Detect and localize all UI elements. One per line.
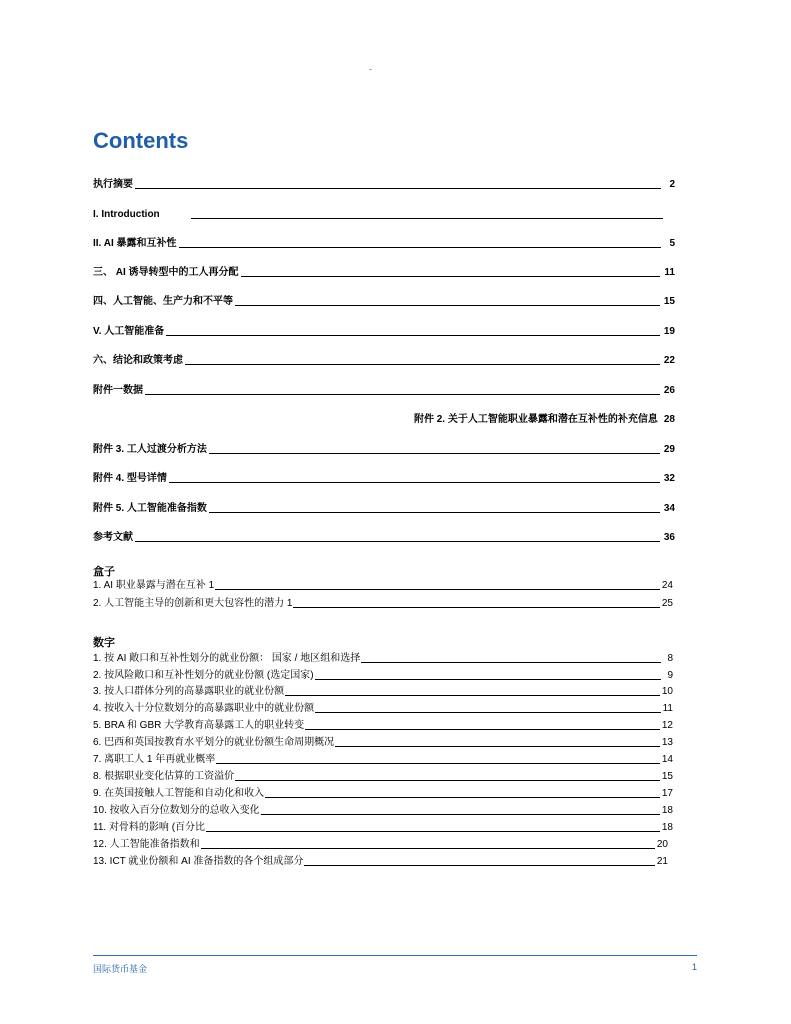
toc-leader [209, 512, 660, 513]
figure-entry[interactable] [93, 837, 668, 851]
toc-page: 22 [663, 355, 675, 366]
toc-leader [169, 482, 660, 483]
figure-leader [206, 831, 660, 832]
toc-page: 26 [663, 385, 675, 396]
figure-page: 11 [662, 703, 673, 714]
toc-entry[interactable] [93, 410, 675, 426]
footer-publisher: 国际货币基金 [93, 964, 148, 974]
toc-label: 附件 5. 人工智能准备指数 [93, 503, 207, 514]
box-page: 24 [661, 580, 673, 591]
figure-label: 4. 按收入十分位数划分的高暴露职业中的就业份额 [93, 703, 315, 714]
figure-leader [216, 763, 660, 764]
toc-page: 36 [663, 532, 675, 543]
box-entry[interactable] [93, 596, 673, 610]
toc-entry[interactable] [93, 351, 675, 367]
footer-page-number: 1 [692, 962, 698, 972]
figure-leader [235, 780, 660, 781]
toc-entry[interactable] [93, 205, 675, 221]
figure-leader [285, 695, 660, 696]
figure-entry[interactable] [93, 651, 673, 665]
figure-leader [361, 662, 661, 663]
toc-label: 四、人工智能、生产力和不平等 [93, 296, 233, 307]
figure-label: 2. 按风险敞口和互补性划分的就业份额 (选定国家) [93, 670, 314, 681]
toc-leader [145, 394, 660, 395]
toc-page: 5 [669, 238, 675, 249]
figure-label: 9. 在英国接触人工智能和自动化和收入 [93, 788, 265, 799]
figure-leader [304, 865, 654, 866]
figure-label: 12. 人工智能准备指数和 [93, 839, 200, 850]
header-mark: - [369, 64, 372, 74]
toc-leader [135, 541, 660, 542]
figure-page: 9 [667, 670, 673, 681]
toc-entry[interactable] [93, 381, 675, 397]
figure-label: 7. 离职工人 1 年再就业概率 [93, 754, 216, 765]
toc-page: 15 [663, 296, 675, 307]
toc-entry[interactable] [93, 440, 675, 456]
toc-entry[interactable] [93, 175, 675, 191]
toc-page: 11 [664, 267, 675, 278]
toc-leader [241, 276, 661, 277]
figure-label: 1. 按 AI 敞口和互补性划分的就业份额： 国家 / 地区组和选择 [93, 653, 361, 664]
figure-label: 13. ICT 就业份额和 AI 准备指数的各个组成部分 [93, 856, 304, 867]
toc-entry[interactable] [93, 499, 675, 515]
toc-leader [191, 218, 663, 219]
figure-entry[interactable] [93, 668, 673, 682]
box-entry[interactable] [93, 578, 673, 592]
toc-label: 三、 AI 诱导转型中的工人再分配 [93, 267, 239, 278]
toc-entry[interactable] [93, 292, 675, 308]
footer-rule [93, 955, 697, 956]
figure-leader [305, 729, 660, 730]
figure-page: 13 [661, 737, 673, 748]
figure-label: 5. BRA 和 GBR 大学教育高暴露工人的职业转变 [93, 720, 305, 731]
figure-label: 6. 巴西和英国按教育水平划分的就业份额生命周期概况 [93, 737, 335, 748]
figure-page: 21 [656, 856, 668, 867]
page-title: Contents [93, 128, 189, 153]
figure-label: 11. 对骨料的影响 (百分比 [93, 822, 206, 833]
toc-label: 参考文献 [93, 532, 133, 543]
toc-label: II. AI 暴露和互补性 [93, 238, 177, 249]
toc-label: V. 人工智能准备 [93, 326, 165, 337]
figure-label: 10. 按收入百分位数划分的总收入变化 [93, 805, 260, 816]
figure-page: 12 [661, 720, 673, 731]
figure-page: 14 [661, 754, 673, 765]
toc-leader [135, 188, 661, 189]
figure-leader [315, 679, 661, 680]
figure-entry[interactable] [93, 820, 673, 834]
toc-entry[interactable] [93, 528, 675, 544]
toc-leader [179, 247, 661, 248]
figures-heading: 数字 [93, 637, 115, 649]
figure-label: 3. 按人口群体分列的高暴露职业的就业份额 [93, 686, 285, 697]
box-leader [215, 589, 660, 590]
box-page: 25 [661, 598, 673, 609]
toc-leader [166, 335, 660, 336]
figure-page: 20 [656, 839, 668, 850]
figure-entry[interactable] [93, 684, 673, 698]
box-label: 1. AI 职业暴露与潜在互补 1 [93, 580, 215, 591]
figure-leader [315, 712, 660, 713]
figure-leader [335, 746, 660, 747]
figure-entry[interactable] [93, 786, 673, 800]
toc-page: 34 [663, 503, 675, 514]
toc-entry[interactable] [93, 469, 675, 485]
figure-leader [261, 814, 660, 815]
figure-page: 18 [661, 822, 673, 833]
figure-label: 8. 根据职业变化估算的工资溢价 [93, 771, 235, 782]
figure-page: 18 [661, 805, 673, 816]
figure-entry[interactable] [93, 735, 673, 749]
figure-page: 10 [661, 686, 673, 697]
figure-leader [265, 797, 660, 798]
figure-entry[interactable] [93, 854, 668, 868]
toc-page: 19 [663, 326, 675, 337]
figure-page: 8 [667, 653, 673, 664]
figure-entry[interactable] [93, 769, 673, 783]
toc-page: 28 [663, 414, 675, 425]
toc-leader [209, 453, 660, 454]
toc-leader [235, 305, 660, 306]
toc-page: 29 [663, 444, 675, 455]
toc-label: 附件 2. 关于人工智能职业暴露和潜在互补性的补充信息 [413, 414, 658, 425]
boxes-heading: 盒子 [93, 566, 115, 578]
toc-label: 六、结论和政策考虑 [93, 355, 183, 366]
toc-label: I. Introduction [93, 209, 160, 220]
toc-label: 执行摘要 [93, 179, 133, 190]
toc-leader [185, 364, 660, 365]
figure-entry[interactable] [93, 803, 673, 817]
toc-label: 附件一数据 [93, 385, 143, 396]
figure-page: 15 [661, 771, 673, 782]
figure-entry[interactable] [93, 701, 673, 715]
toc-entry[interactable] [93, 234, 675, 250]
toc-label: 附件 4. 型号详情 [93, 473, 167, 484]
toc-page: 32 [663, 473, 675, 484]
figure-entry[interactable] [93, 752, 673, 766]
box-leader [293, 607, 659, 608]
figure-page: 17 [661, 788, 673, 799]
figure-leader [201, 848, 655, 849]
toc-entry[interactable] [93, 322, 675, 338]
toc-label: 附件 3. 工人过渡分析方法 [93, 444, 207, 455]
figure-entry[interactable] [93, 718, 673, 732]
toc-page: 2 [669, 179, 675, 190]
box-label: 2. 人工智能主导的创新和更大包容性的潜力 1 [93, 598, 293, 609]
toc-entry[interactable] [93, 263, 675, 279]
